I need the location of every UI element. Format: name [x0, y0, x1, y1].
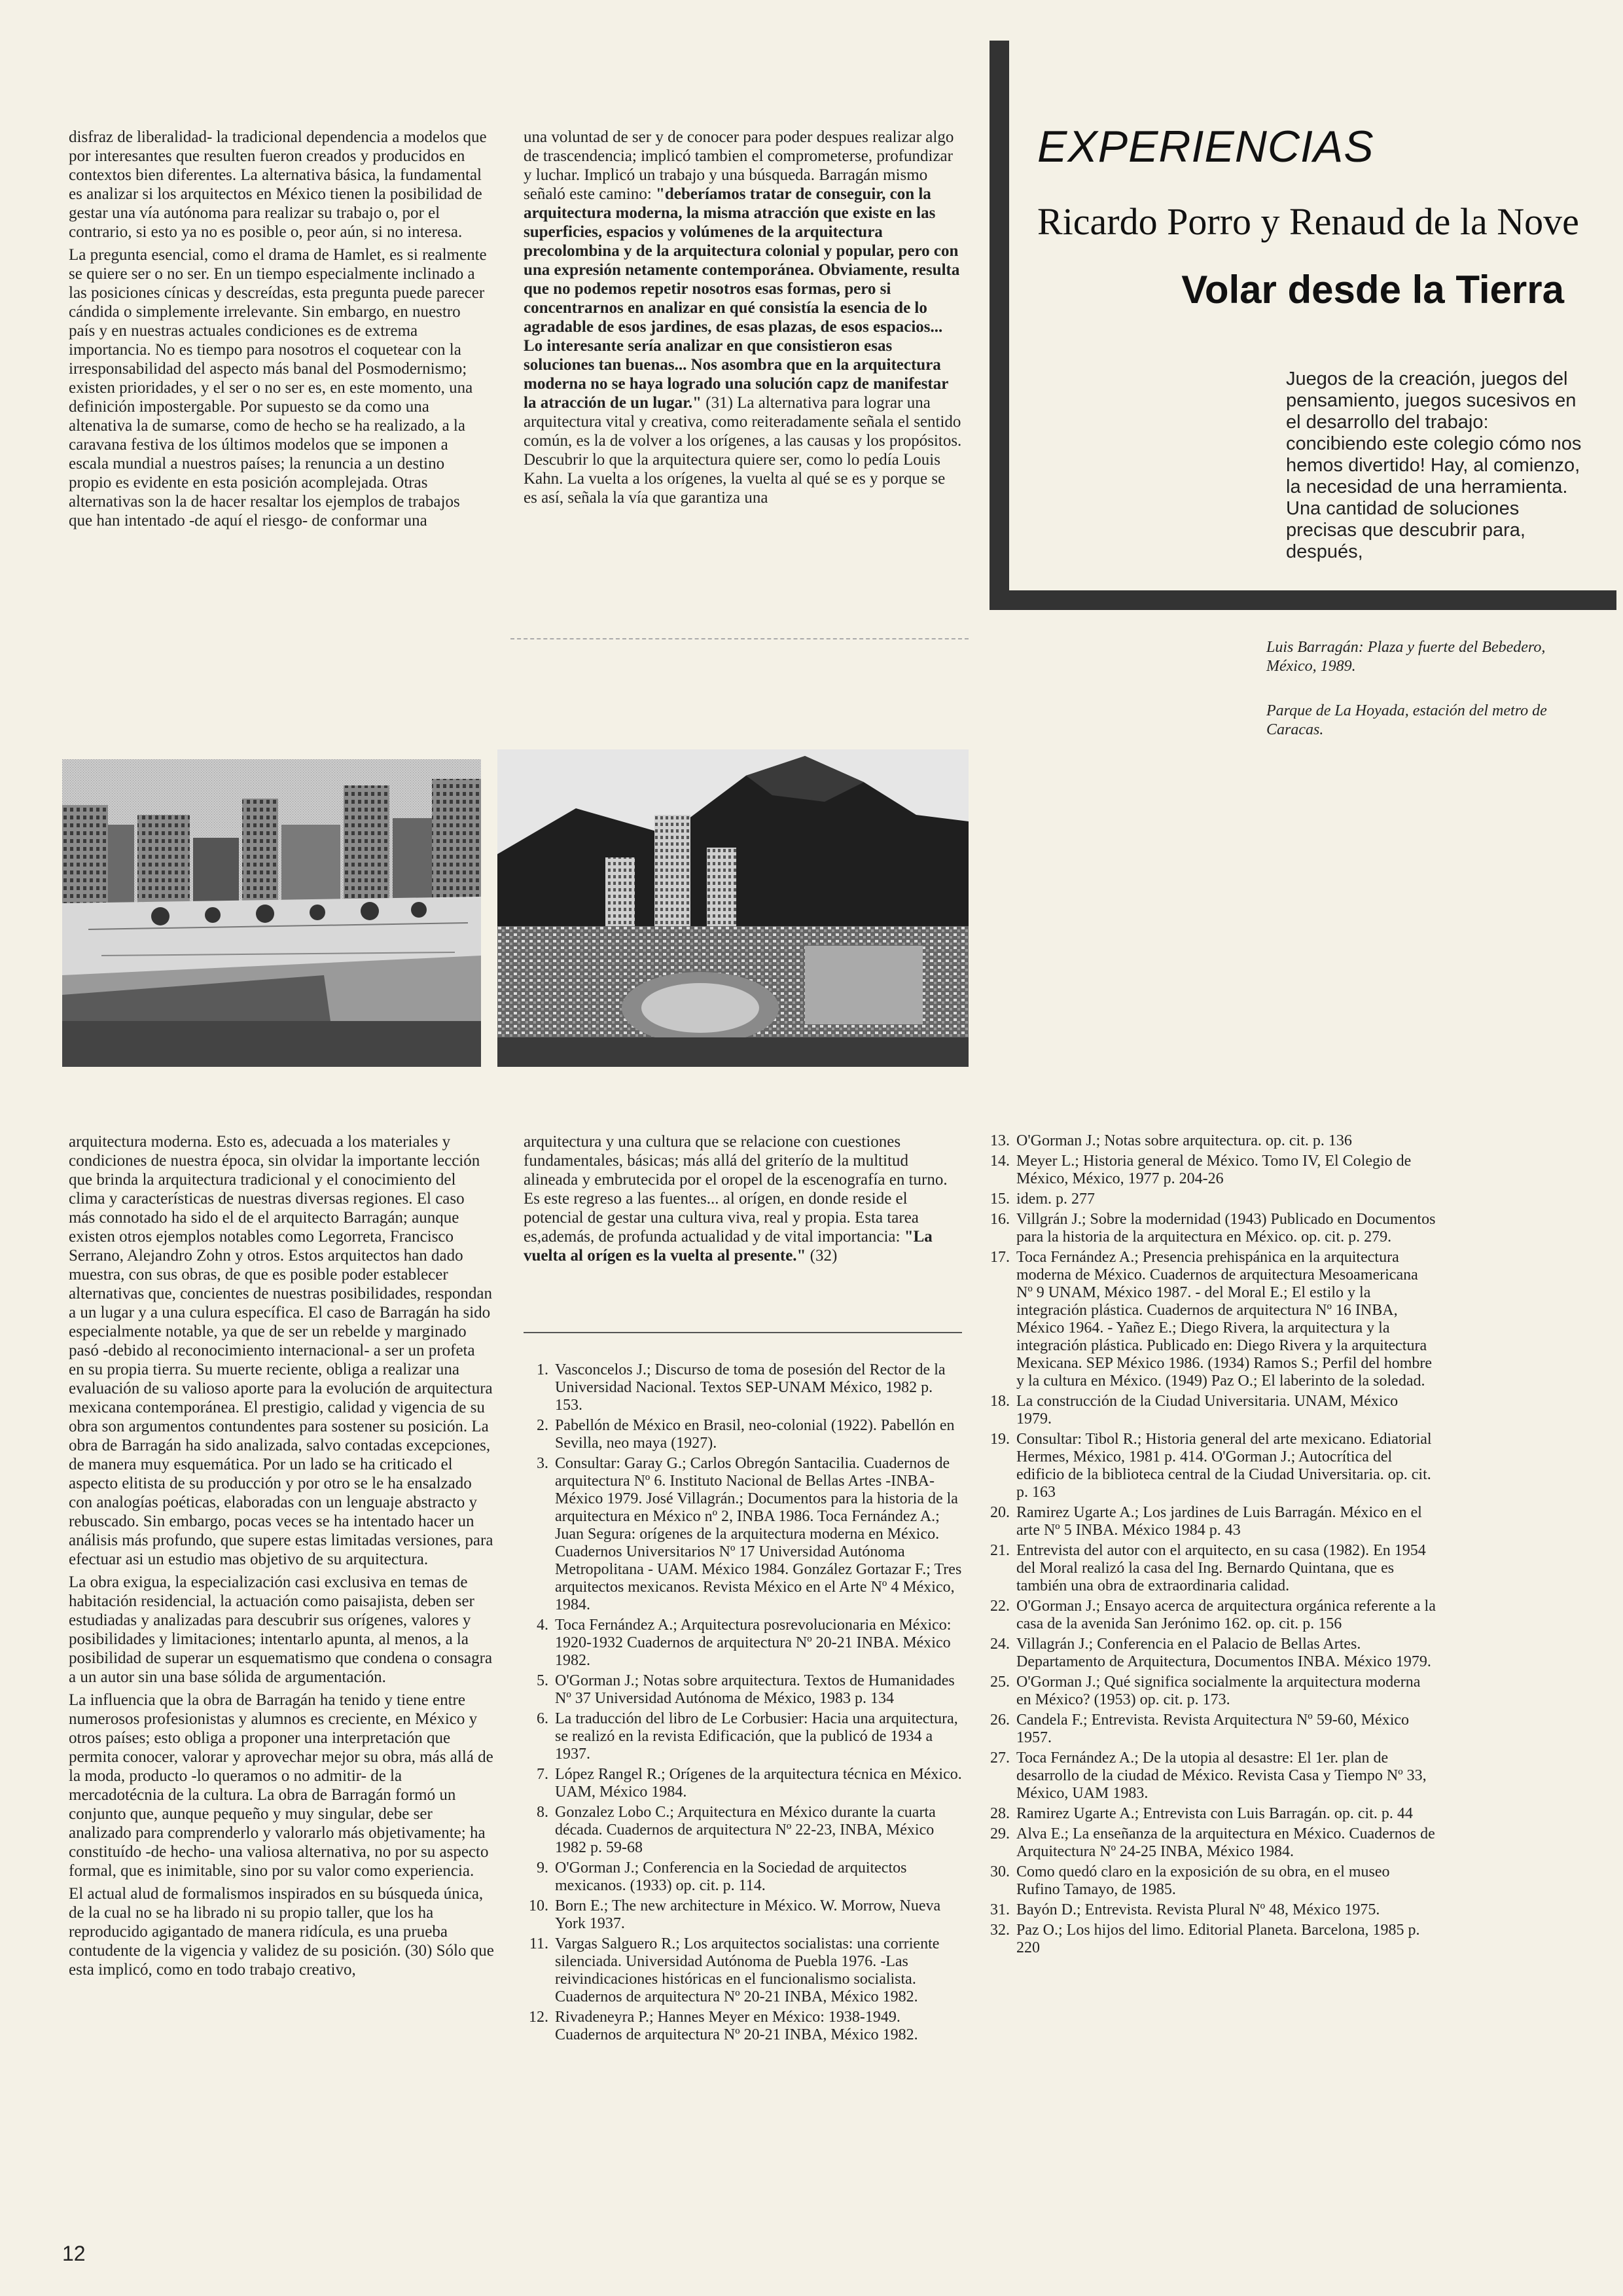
endnote-text: Bayón D.; Entrevista. Revista Plural Nº 48, México 1975. [1016, 1901, 1380, 1918]
endnote [985, 1431, 1436, 1501]
endnote [985, 1153, 1436, 1188]
endnote-text: O'Gorman J.; Notas sobre arquitectura. Textos de Humanidades Nº 37 Universidad Autónoma de México, 1983 p. 134 [555, 1672, 955, 1707]
body-column-top-left [69, 128, 488, 534]
endnote [524, 1804, 962, 1857]
endnote [985, 1712, 1436, 1747]
endnote-text: Ramirez Ugarte A.; Los jardines de Luis Barragán. México en el arte Nº 5 INBA. México 1984 p. 43 [1016, 1504, 1422, 1539]
endnote-number: 4. [537, 1617, 548, 1634]
endnote [985, 1393, 1436, 1428]
endnote [985, 1922, 1436, 1957]
endnote [985, 1674, 1436, 1709]
endnote-number: 32. [990, 1922, 1010, 1939]
endnote-number: 19. [990, 1431, 1010, 1448]
endnote-text: Ramirez Ugarte A.; Entrevista con Luis Barragán. op. cit. p. 44 [1016, 1805, 1413, 1822]
page-number: 12 [62, 2242, 86, 2265]
endnote-number: 14. [990, 1153, 1010, 1170]
endnote [985, 1211, 1436, 1246]
paragraph: arquitectura moderna. Esto es, adecuada a los materiales y condiciones de nuestra época, sin olvidar la importante lección que brinda la arquitectura tradicional y el conocimiento del clima y características de nuestras diversas regiones. El caso más connotado ha sido el de el arquitecto Barragán; aunque existen otros ejemplos notables como Legorreta, Francisco Serrano, Alejandro Zohn y otros. Estos arquitectos han dado muestra, con sus obras, de que es posible poder establecer alternativas que, concientes de nuestras posibilidades, respondan a un lugar y a una culura específica. El caso de Barragán ha sido especialmente notable, ya que de ser un rebelde y marginado pasó -debido al reconocimiento internacional- a ser un profeta en su propia tierra. Su muerte reciente, obliga a realizar una evaluación de su valioso aporte para la evolución de arquitectura mexicana contemporánea. El prestigio, calidad y vigencia de su obra son argumentos contundentes para sostener su posición. La obra de Barragán ha sido analizada, salvo contadas excepciones, de manera muy esquemática. Por un lado se ha criticado el aspecto elitista de su producción y por otro se le ha ensalzado con analogías poéticas, elaboradas con un lenguaje abstracto y rebuscado. Sin embargo, pocas veces se ha intentado hacer un análisis más profundo, que supere estas limitadas versiones, para efectuar asi un estudio mas objetivo de su arquitectura. [69, 1133, 493, 1568]
article-authors: Ricardo Porro y Renaud de la Nove [1037, 200, 1579, 243]
endnote-text: Rivadeneyra P.; Hannes Meyer en México: 1938-1949. Cuadernos de arquitectura Nº 20-21 INBA, México 1982. [555, 2009, 918, 2043]
endnote [524, 1935, 962, 2006]
endnote-text: Vasconcelos J.; Discurso de toma de posesión del Rector de la Universidad Nacional. Textos SEP-UNAM México, 1982 p. 153. [555, 1361, 946, 1414]
endnote-text: Born E.; The new architecture in México. W. Morrow, Nueva York 1937. [555, 1897, 941, 1932]
section-tag: EXPERIENCIAS [1037, 122, 1374, 171]
photo-plaza-bebedero [62, 759, 481, 1067]
body-column-top-middle [524, 128, 962, 511]
paragraph-text: (31) La alternativa para lograr una arquitectura vital y creativa, como reiteradamente señala el sentido común, es la de volver a los orígenes, a las causas y los propósitos. Descubrir lo que la arquitectura quiere ser, como lo pedía Louis Kahn. La vuelta a los orígenes, la vuelta al qué se es y porque se es así, señala la vía que garantiza una [524, 394, 962, 507]
endnote-text: Meyer L.; Historia general de México. Tomo IV, El Colegio de México, México, 1977 p. 204-26 [1016, 1153, 1412, 1187]
endnote-text: Vargas Salguero R.; Los arquitectos socialistas: una corriente silenciada. Universidad Autónoma de Puebla 1976. -Las reivindicaciones históricas en el funcionalismo socialista. Cuadernos de arquitectura Nº 20-21 INBA, México 1982. [555, 1935, 940, 2005]
endnote-text: Gonzalez Lobo C.; Arquitectura en México durante la cuarta década. Cuadernos de arquitectura Nº 22-23, INBA, México 1982 p. 59-68 [555, 1804, 936, 1856]
endnote-text: Villgrán J.; Sobre la modernidad (1943) Publicado en Documentos para la historia de la arquitectura en México. op. cit. p. 279. [1016, 1211, 1436, 1246]
endnote-number: 10. [529, 1897, 548, 1914]
endnote-text: O'Gorman J.; Qué significa socialmente la arquitectura moderna en México? (1953) op. cit. p. 173. [1016, 1674, 1421, 1708]
endnote [524, 1766, 962, 1801]
endnote [985, 1636, 1436, 1671]
endnote-number: 21. [990, 1542, 1010, 1559]
endnote [524, 1672, 962, 1708]
endnotes-list-2 [985, 1132, 1436, 1962]
endnote-text: Paz O.; Los hijos del limo. Editorial Planeta. Barcelona, 1985 p. 220 [1016, 1922, 1420, 1956]
paragraph: La influencia que la obra de Barragán ha tenido y tiene entre numerosos profesionistas y alumnos es creciente, en México y otros países; esto obliga a proponer una interpretación que permita conocer, valorar y aprovechar mejor su obra, más allá de la moda, producto -lo queramos o no admitir- de la mercadotécnia de la cultura. La obra de Barragán formó un conjunto que, aunque pequeño y muy singular, debe ser analizado para comprenderlo y valorarlo más objetivamente; ha constituído -de hecho- una valiosa alternativa, no por su aspecto formal, que es inimitable, sino por su valor como experiencia. [69, 1691, 493, 1880]
endnote [985, 1825, 1436, 1861]
endnote-number: 18. [990, 1393, 1010, 1410]
endnote-number: 5. [537, 1672, 548, 1689]
endnote-text: Como quedó claro en la exposición de su obra, en el museo Rufino Tamayo, de 1985. [1016, 1863, 1390, 1898]
endnote-text: Entrevista del autor con el arquitecto, en su casa (1982). En 1954 del Moral realizó la casa del Ing. Bernardo Quintana, que es también una obra de extraordinaria calidad. [1016, 1542, 1426, 1594]
photo-caption-caracas: Parque de La Hoyada, estación del metro de Caracas. [1266, 702, 1547, 738]
endnote-number: 30. [990, 1863, 1010, 1880]
top-dashed-rule [510, 638, 969, 639]
endnote [524, 2009, 962, 2044]
endnote-text: Consultar: Tibol R.; Historia general del arte mexicano. Ediatorial Hermes, México, 1981 p. 414. O'Gorman J.; Autocrítica del edificio de la biblioteca central de la Ciudad Universitaria. op. cit. p. 163 [1016, 1431, 1432, 1501]
endnote-text: Consultar: Garay G.; Carlos Obregón Santacilia. Cuadernos de arquitectura Nº 6. Instituto Nacional de Bellas Artes -INBA- México 1979. José Villagrán.; Documentos para la historia de la arquitectura en México nº 2, INBA 1986. Toca Fernández A.; Juan Segura: orígenes de la arquitectura moderna en México. Cuadernos Universitarios Nº 17 Universidad Autónoma Metropolitana - UAM. México 1984. González Gortazar F.; Tres arquitectos mexicanos. Revista México en el Arte Nº 4 México, 1984. [555, 1455, 962, 1613]
endnote [524, 1897, 962, 1933]
endnote [985, 1863, 1436, 1899]
endnote [524, 1617, 962, 1670]
endnote [985, 1598, 1436, 1633]
endnote-number: 22. [990, 1598, 1010, 1615]
endnote [985, 1504, 1436, 1539]
endnote-number: 16. [990, 1211, 1010, 1228]
endnote-text: Toca Fernández A.; Presencia prehispánica en la arquitectura moderna de México. Cuadernos de arquitectura Mesoamericana Nº 9 UNAM, México 1987. - del Moral E.; El estilo y la integración plástica. Cuadernos de arquitectura Nº 16 INBA, México 1964. - Yañez E.; Diego Rivera, la arquitectura y la integración plástica. Publicado en: Diego Rivera y la arquitectura Mexicana. SEP México 1986. (1934) Ramos S.; Perfil del hombre y la cultura en México. (1949) Paz O.; El laberinto de la soledad. [1016, 1249, 1433, 1390]
endnote-number: 24. [990, 1636, 1010, 1653]
endnote [985, 1191, 1436, 1208]
endnote-number: 25. [990, 1674, 1010, 1691]
paragraph: El actual alud de formalismos inspirados en su búsqueda única, de la cual no se ha librado ni su propio taller, que los ha reproducido agigantado de manera ridícula, es una prueba contudente de la vigencia y validez de su posición. (30) Sólo que esta implicó, como en todo trabajo creativo, [69, 1885, 494, 1979]
endnote-number: 6. [537, 1710, 548, 1727]
endnote-text: Candela F.; Entrevista. Revista Arquitectura Nº 59-60, México 1957. [1016, 1712, 1410, 1746]
endnote-text: O'Gorman J.; Notas sobre arquitectura. op. cit. p. 136 [1016, 1132, 1352, 1149]
endnote-number: 26. [990, 1712, 1010, 1729]
endnote-number: 8. [537, 1804, 548, 1821]
endnote-number: 11. [529, 1935, 548, 1952]
endnote-number: 7. [537, 1766, 548, 1783]
closing-quote: "La vuelta al orígen es la vuelta al presente." [524, 1228, 933, 1265]
endnote-text: O'Gorman J.; Conferencia en la Sociedad de arquitectos mexicanos. (1933) op. cit. p. 114. [555, 1859, 907, 1894]
endnote-number: 15. [990, 1191, 1010, 1208]
body-column-bottom-left [69, 1132, 494, 1983]
endnote [524, 1859, 962, 1895]
paragraph: disfraz de liberalidad- la tradicional dependencia a modelos que por interesantes que resulten fueron creados y producidos en contextos bien diferentes. La alternativa básica, la fundamental es analizar si los arquitectos en México tienen la posibilidad de gestar una vía autónoma para realizar su trabajo o, por el contrario, si esto ya no es posible o, peor aún, si no interesa. [69, 128, 487, 241]
endnote-number: 3. [537, 1455, 548, 1472]
endnote-text: Toca Fernández A.; De la utopia al desastre: El 1er. plan de desarrollo de la ciudad de México. Revista Casa y Tiempo Nº 33, México, UAM 1983. [1016, 1749, 1427, 1802]
endnote [524, 1455, 962, 1614]
endnote-text: idem. p. 277 [1016, 1191, 1095, 1208]
paragraph: La obra exigua, la especialización casi exclusiva en temas de habitación residencial, la actuación como paisajista, deben ser estudiadas y analizadas para descubrir sus orígenes, valores y posibilidades y limitaciones; intentarlo apunta, al menos, a la posibilidad de superar un esquematismo que condena o consagra a un autor sin una base sólida de argumentación. [69, 1573, 493, 1686]
paragraph-text: arquitectura y una cultura que se relacione con cuestiones fundamentales, básicas; más allá del griterío de la multitud alineada y embrutecida por el oropel de la escenografía en turno. Es este regreso a las fuentes... al orígen, en donde reside el potencial de gestar una cultura viva, real y propia. Esta tarea es,además, de profunda actualidad y de vital importancia: [524, 1133, 948, 1246]
endnotes-list-1 [524, 1361, 962, 2047]
plaza-photo-illustration [62, 759, 481, 1067]
endnote-text: La traducción del libro de Le Corbusier: Hacia una arquitectura, se realizó en la revista Edificación, que la publicó de 1934 a 1937. [555, 1710, 958, 1763]
body-column-bottom-middle [524, 1132, 962, 1269]
endnote [524, 1710, 962, 1763]
endnote-number: 13. [990, 1132, 1010, 1149]
endnote [985, 1749, 1436, 1803]
endnote [985, 1805, 1436, 1823]
paragraph: La pregunta esencial, como el drama de Hamlet, es si realmente se quiere ser o no ser. En un tiempo especialmente inclinado a las posiciones cínicas y descreídas, esta pregunta puede parecer cándida o simplemente irrelevante. Sin embargo, en nuestro país y en nuestras actuales condiciones es de extrema importancia. No es tiempo para nosotros el coquetear con la irresponsabilidad del aspecto más banal del Posmodernismo; existen prioridades, y el ser o no ser es, en este momento, una definición impostergable. Por supuesto se da como una altenativa la de sumarse, como de hecho se ha realizado, a la caravana festiva de los últimos modelos que se imponen a escala mundial a nuestros países; la renuncia a un destino propio es evidente en esta posición acomplejada. Otras alternativas son la de hacer resaltar los ejemplos de trabajos que han intentado -de aquí el riesgo- de conformar una [69, 246, 487, 529]
endnote-number: 28. [990, 1805, 1010, 1822]
endnote [524, 1361, 962, 1414]
barragan-quote: "deberíamos tratar de conseguir, con la arquitectura moderna, la misma atracción que existe en las superficies, espacios y volúmenes de la arquitectura precolombina y de la arquitectura colonial y popular, pero con una expresión netamente contemporánea. Obviamente, resulta que no podemos repetir nosotros esas formas, pero si concentrarnos en analizar en qué consistía la esencia de lo agradable de esos jardines, de esas plazas, de esos espacios... Lo interesante sería analizar en que consistieron esas soluciones tan buenas... Nos asombra que en la arquitectura moderna no se haya logrado una solución capz de manifestar la atracción de un lugar." [524, 185, 960, 412]
endnote-text: Pabellón de México en Brasil, neo-colonial (1922). Pabellón en Sevilla, neo maya (1927). [555, 1417, 955, 1452]
article-intro: Juegos de la creación, juegos del pensamiento, juegos sucesivos en el desarrollo del trabajo: concibiendo este colegio cómo nos hemos divertido! Hay, al comienzo, la necesidad de una herramienta. Una cantidad de soluciones precisas que descubrir para, después, [1286, 368, 1582, 562]
endnote-number: 9. [537, 1859, 548, 1876]
article-title: Volar desde la Tierra [1181, 268, 1564, 312]
endnote-number: 12. [529, 2009, 548, 2026]
endnote [985, 1901, 1436, 1919]
endnote [985, 1249, 1436, 1390]
reference-number: (32) [810, 1247, 838, 1265]
paragraph-with-quote [524, 1132, 962, 1265]
endnote-number: 27. [990, 1749, 1010, 1767]
endnote-number: 20. [990, 1504, 1010, 1521]
endnote [985, 1542, 1436, 1595]
caracas-photo-illustration [497, 749, 969, 1067]
endnote-number: 2. [537, 1417, 548, 1434]
photo-caracas-park [497, 749, 969, 1067]
photo-caption-plaza: Luis Barragán: Plaza y fuerte del Bebedero, México, 1989. [1266, 639, 1546, 675]
endnote-number: 29. [990, 1825, 1010, 1842]
endnote [985, 1132, 1436, 1150]
endnote-text: O'Gorman J.; Ensayo acerca de arquitectura orgánica referente a la casa de la avenida San Jerónimo 162. op. cit. p. 156 [1016, 1598, 1436, 1632]
endnote-number: 1. [537, 1361, 548, 1378]
endnote-number: 17. [990, 1249, 1010, 1266]
notes-divider [524, 1332, 962, 1333]
paragraph-text: una voluntad de ser y de conocer para poder despues realizar algo de trascendencia; implicó tambien el comprometerse, profundizar y luchar. Implicó un trabajo y una búsqueda. Barragán mismo señaló este camino: [524, 128, 954, 203]
endnote [524, 1417, 962, 1452]
paragraph-with-quote [524, 128, 962, 507]
endnote-text: Toca Fernández A.; Arquitectura posrevolucionaria en México: 1920-1932 Cuadernos de arquitectura Nº 20-21 INBA. México 1982. [555, 1617, 952, 1669]
endnote-number: 31. [990, 1901, 1010, 1918]
endnote-text: La construcción de la Ciudad Universitaria. UNAM, México 1979. [1016, 1393, 1399, 1427]
endnote-text: Alva E.; La enseñanza de la arquitectura en México. Cuadernos de Arquitectura Nº 24-25 INBA, México 1984. [1016, 1825, 1435, 1860]
endnote-text: Villagrán J.; Conferencia en el Palacio de Bellas Artes. Departamento de Arquitectura, Documentos INBA. México 1979. [1016, 1636, 1431, 1670]
endnote-text: López Rangel R.; Orígenes de la arquitectura técnica en México. UAM, México 1984. [555, 1766, 962, 1801]
